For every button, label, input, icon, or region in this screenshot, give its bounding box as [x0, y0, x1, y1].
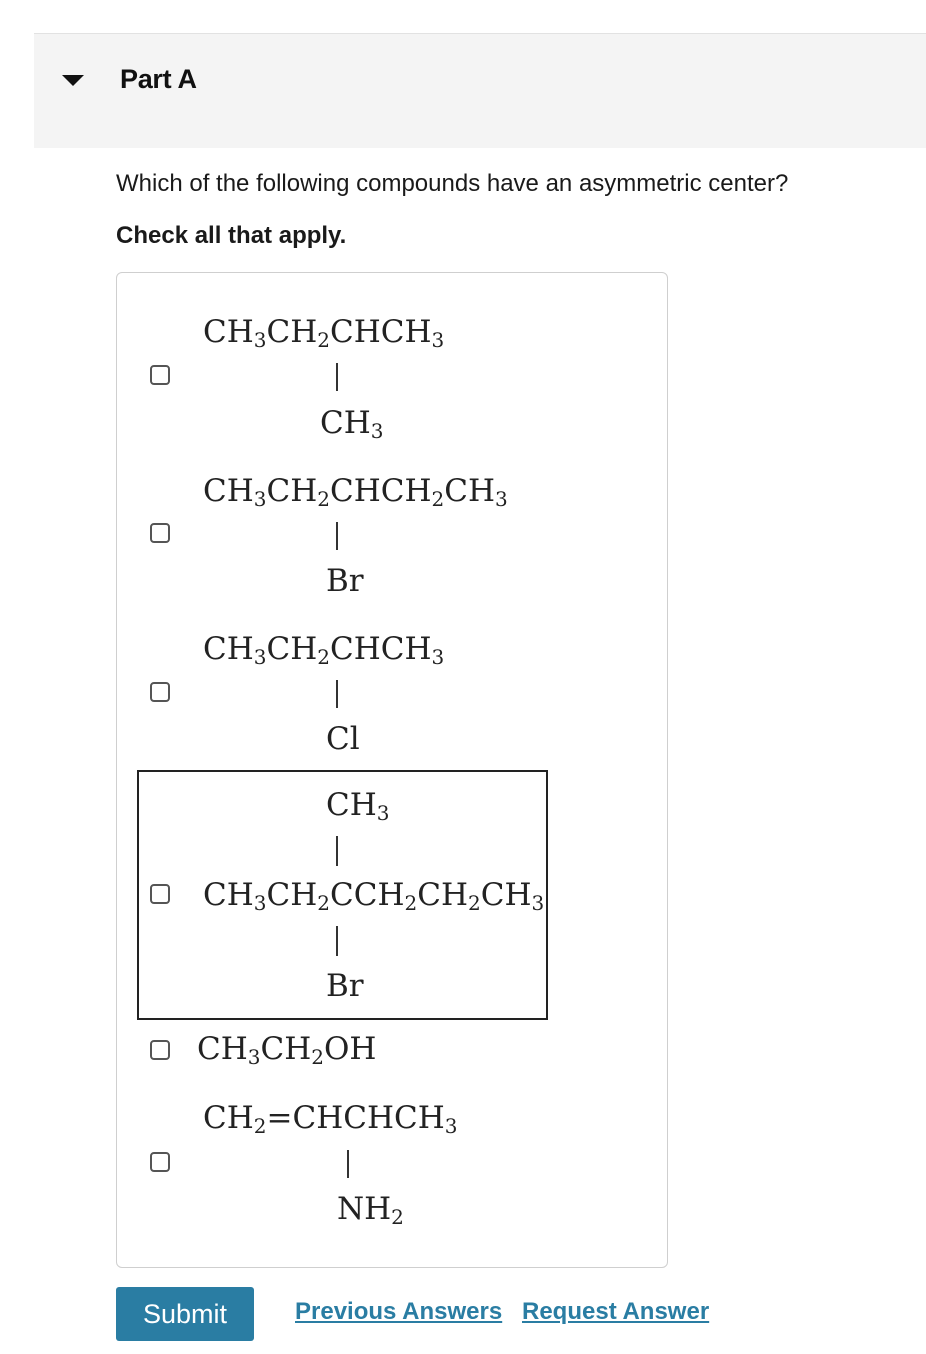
option-3-bond	[336, 680, 338, 708]
submit-button[interactable]: Submit	[116, 1287, 254, 1341]
formula-subscript: 2	[404, 891, 418, 915]
formula-subscript: 2	[317, 328, 330, 352]
option-6-substituent	[337, 1191, 404, 1229]
formula-group: Br	[326, 968, 364, 1004]
formula-subscript: 2	[317, 487, 330, 511]
option-4-substituent-bottom	[326, 968, 364, 1004]
formula-subscript: 3	[431, 328, 445, 352]
formula-group: CHCH	[330, 473, 432, 509]
formula-group: CH	[417, 877, 468, 913]
formula-group: CH	[260, 1031, 312, 1067]
formula-group: CH	[480, 877, 532, 913]
formula-group: CH	[266, 631, 318, 667]
part-header[interactable]	[34, 33, 926, 148]
previous-answers-link[interactable]: Previous Answers	[295, 1298, 503, 1325]
formula-subscript: 2	[391, 1205, 404, 1229]
formula-subscript: 3	[253, 328, 267, 352]
formula-group: Br	[326, 563, 364, 599]
caret-down-icon[interactable]	[62, 75, 84, 86]
request-answer-link[interactable]: Request Answer	[522, 1298, 710, 1325]
formula-group: CH	[203, 314, 254, 350]
option-6-formula	[203, 1100, 458, 1138]
formula-group: CCH	[330, 877, 405, 913]
option-3-checkbox[interactable]	[150, 682, 170, 702]
option-2-formula	[203, 473, 508, 511]
formula-subscript: 3	[376, 801, 390, 825]
option-4-bond-bottom	[336, 926, 338, 956]
option-2-substituent	[326, 563, 364, 599]
formula-subscript: 3	[431, 645, 445, 669]
option-2-bond	[336, 522, 338, 550]
formula-group: CH	[266, 473, 318, 509]
formula-subscript: 2	[317, 891, 330, 915]
question-prompt: Which of the following compounds have an asymmetric center?	[116, 170, 789, 197]
formula-subscript: 3	[370, 419, 384, 443]
formula-group: CH	[203, 877, 254, 913]
formula-group: CH	[203, 1100, 254, 1136]
formula-group: =CHCHCH	[266, 1100, 445, 1136]
option-6-bond	[347, 1150, 349, 1178]
formula-subscript: 2	[311, 1045, 324, 1069]
formula-subscript: 3	[247, 1045, 261, 1069]
formula-group: CH	[203, 473, 254, 509]
formula-subscript: 2	[467, 891, 481, 915]
part-title: Part A	[120, 64, 197, 94]
formula-group: NH	[337, 1191, 392, 1227]
question-instruction: Check all that apply.	[116, 222, 347, 249]
formula-group: CH	[203, 631, 254, 667]
formula-group: OH	[324, 1031, 377, 1067]
option-4-bond-top	[336, 836, 338, 866]
formula-subscript: 3	[531, 891, 545, 915]
formula-subscript: 3	[253, 891, 267, 915]
option-2-checkbox[interactable]	[150, 523, 170, 543]
option-1-bond	[336, 363, 338, 391]
option-5-formula	[197, 1031, 377, 1069]
option-1-checkbox[interactable]	[150, 365, 170, 385]
formula-group: CH	[326, 787, 377, 823]
option-6-checkbox[interactable]	[150, 1152, 170, 1172]
formula-subscript: 2	[253, 1114, 267, 1138]
formula-group: CH	[266, 877, 318, 913]
formula-group: CH	[444, 473, 496, 509]
option-3-formula	[203, 631, 445, 669]
formula-subscript: 2	[431, 487, 445, 511]
option-1-formula	[203, 314, 445, 352]
formula-subscript: 3	[253, 487, 267, 511]
formula-group: Cl	[326, 721, 360, 757]
formula-group: CHCH	[330, 314, 432, 350]
option-4-formula	[203, 877, 545, 915]
formula-group: CHCH	[330, 631, 432, 667]
formula-subscript: 3	[253, 645, 267, 669]
formula-group: CH	[266, 314, 318, 350]
formula-group: CH	[320, 405, 371, 441]
formula-subscript: 2	[317, 645, 330, 669]
formula-subscript: 3	[444, 1114, 458, 1138]
option-3-substituent	[326, 721, 360, 757]
option-1-substituent	[320, 405, 384, 443]
formula-subscript: 3	[495, 487, 508, 511]
option-4-substituent-top	[326, 787, 390, 825]
option-5-checkbox[interactable]	[150, 1040, 170, 1060]
formula-group: CH	[197, 1031, 248, 1067]
option-4-checkbox[interactable]	[150, 884, 170, 904]
